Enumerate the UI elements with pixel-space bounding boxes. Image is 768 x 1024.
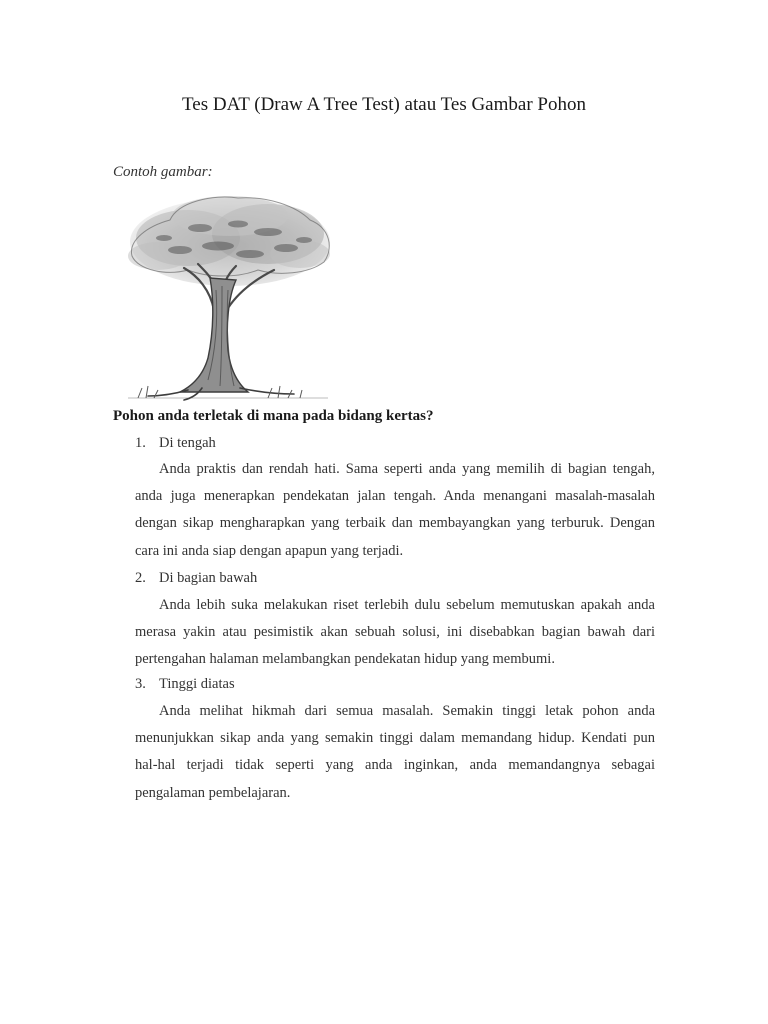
list-item-paragraph: Anda lebih suka melakukan riset terlebih dulu sebelum memutuskan apakah anda merasa yakin atau pesimistik akan sebuah solusi, ini disebabkan bagian bawah dari pertengahan halaman melambangkan pendekatan hidup yang membumi.: [135, 597, 655, 668]
image-caption: Contoh gambar:: [113, 164, 213, 180]
question-heading: Pohon anda terletak di mana pada bidang kertas?: [113, 408, 434, 424]
list-item-heading: [135, 676, 235, 693]
list-item-number: 3.: [135, 676, 146, 692]
tree-sketch-icon: [118, 190, 338, 402]
list-item-number: 2.: [135, 570, 146, 586]
list-item-paragraph: Anda praktis dan rendah hati. Sama seperti anda yang memilih di bagian tengah, anda juga menerapkan pendekatan jalan tengah. Anda menangani masalah-masalah dengan sikap mengharapkan yang terbaik dan membayangkan yang terburuk. Dengan cara ini anda siap dengan apapun yang terjadi.: [135, 461, 655, 559]
list-item-number: 1.: [135, 435, 146, 451]
list-item-title: Tinggi diatas: [159, 676, 235, 692]
list-item-heading: [135, 435, 216, 452]
page-title: Tes DAT (Draw A Tree Test) atau Tes Gambar Pohon: [182, 94, 586, 115]
list-item-paragraph: Anda melihat hikmah dari semua masalah. Semakin tinggi letak pohon anda menunjukkan sikap anda yang semakin tinggi dalam memandang hidup. Kendati pun hal-hal terjadi tidak seperti yang anda inginkan, anda memandangnya sebagai pengalaman pembelajaran.: [135, 703, 655, 801]
list-item-heading: [135, 570, 257, 587]
list-item-title: Di tengah: [159, 435, 216, 451]
list-item-title: Di bagian bawah: [159, 570, 258, 586]
